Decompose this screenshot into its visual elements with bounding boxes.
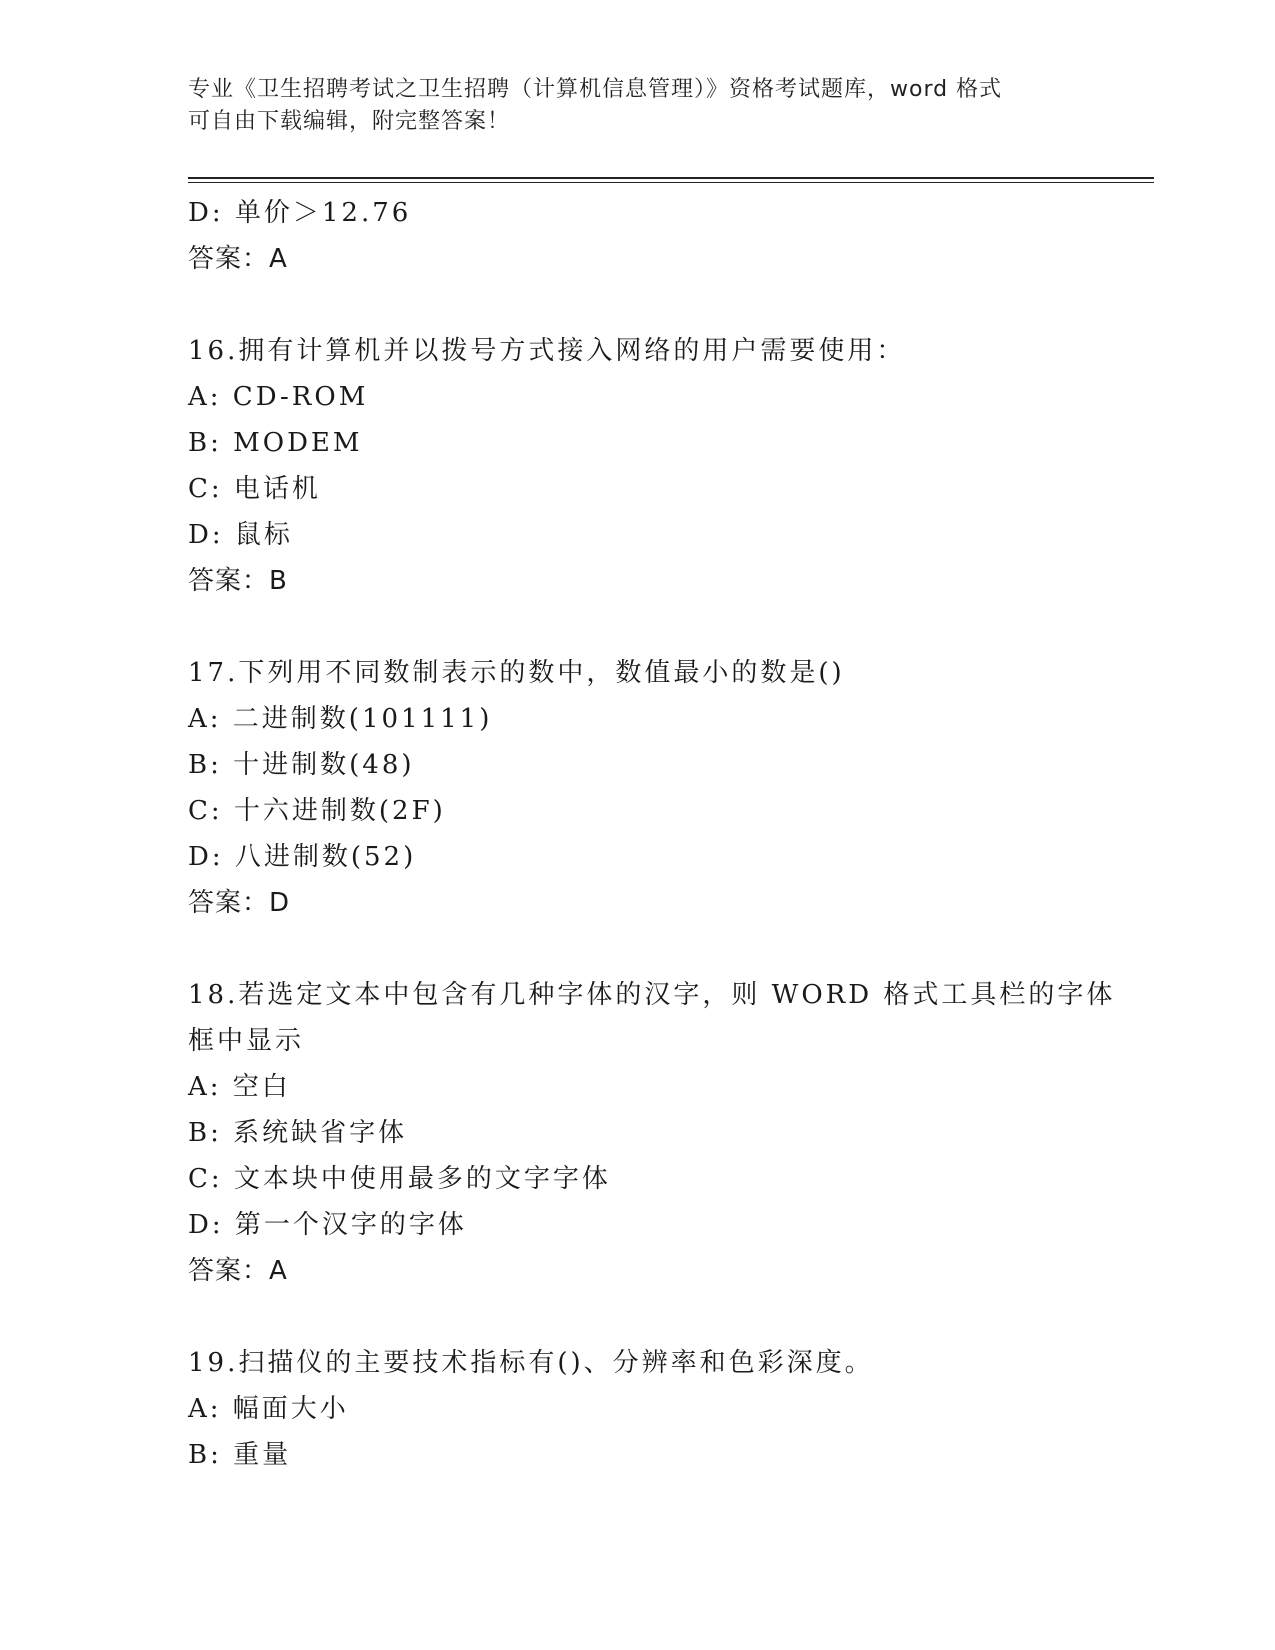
option-d: D: 鼠标 — [188, 520, 293, 550]
answer: 答案：B — [188, 566, 288, 596]
question-17 — [188, 650, 1088, 926]
header-divider-top — [188, 177, 1154, 179]
question-stem: 17.下列用不同数制表示的数中，数值最小的数是() — [188, 658, 845, 688]
question-19 — [188, 1340, 1088, 1478]
answer: 答案：A — [188, 1256, 288, 1286]
option-b: B: MODEM — [188, 428, 363, 458]
option-b: B: 重量 — [188, 1440, 292, 1470]
question-16 — [188, 328, 1088, 604]
option-a: A: 空白 — [188, 1072, 291, 1102]
option-c: C: 电话机 — [188, 474, 321, 504]
option-a: A: CD-ROM — [188, 382, 369, 412]
header-line-2: 可自由下载编辑，附完整答案！ — [188, 109, 511, 134]
option-c: C: 十六进制数(2F) — [188, 796, 446, 826]
document-header — [188, 74, 1088, 138]
option-d: D: 八进制数(52) — [188, 842, 417, 872]
header-divider-bottom — [188, 182, 1154, 183]
question-list — [188, 190, 1116, 1478]
option-b: B: 十进制数(48) — [188, 750, 415, 780]
option-d: D: 单价＞12.76 — [188, 198, 412, 228]
answer: 答案：A — [188, 244, 288, 274]
question-15-tail — [188, 190, 1088, 282]
question-stem: 19.扫描仪的主要技术指标有()、分辨率和色彩深度。 — [188, 1348, 874, 1378]
question-stem-line-2: 框中显示 — [188, 1026, 305, 1056]
answer: 答案：D — [188, 888, 291, 918]
option-b: B: 系统缺省字体 — [188, 1118, 408, 1148]
option-d: D: 第一个汉字的字体 — [188, 1210, 467, 1240]
option-a: A: 幅面大小 — [188, 1394, 349, 1424]
option-c: C: 文本块中使用最多的文字字体 — [188, 1164, 611, 1194]
question-stem: 16.拥有计算机并以拨号方式接入网络的用户需要使用： — [188, 336, 906, 366]
question-18 — [188, 972, 1116, 1294]
question-stem-line-1: 18.若选定文本中包含有几种字体的汉字，则 WORD 格式工具栏的字体 — [188, 980, 1116, 1010]
option-a: A: 二进制数(101111) — [188, 704, 493, 734]
header-line-1: 专业《卫生招聘考试之卫生招聘（计算机信息管理）》资格考试题库，word 格式 — [188, 77, 1003, 102]
